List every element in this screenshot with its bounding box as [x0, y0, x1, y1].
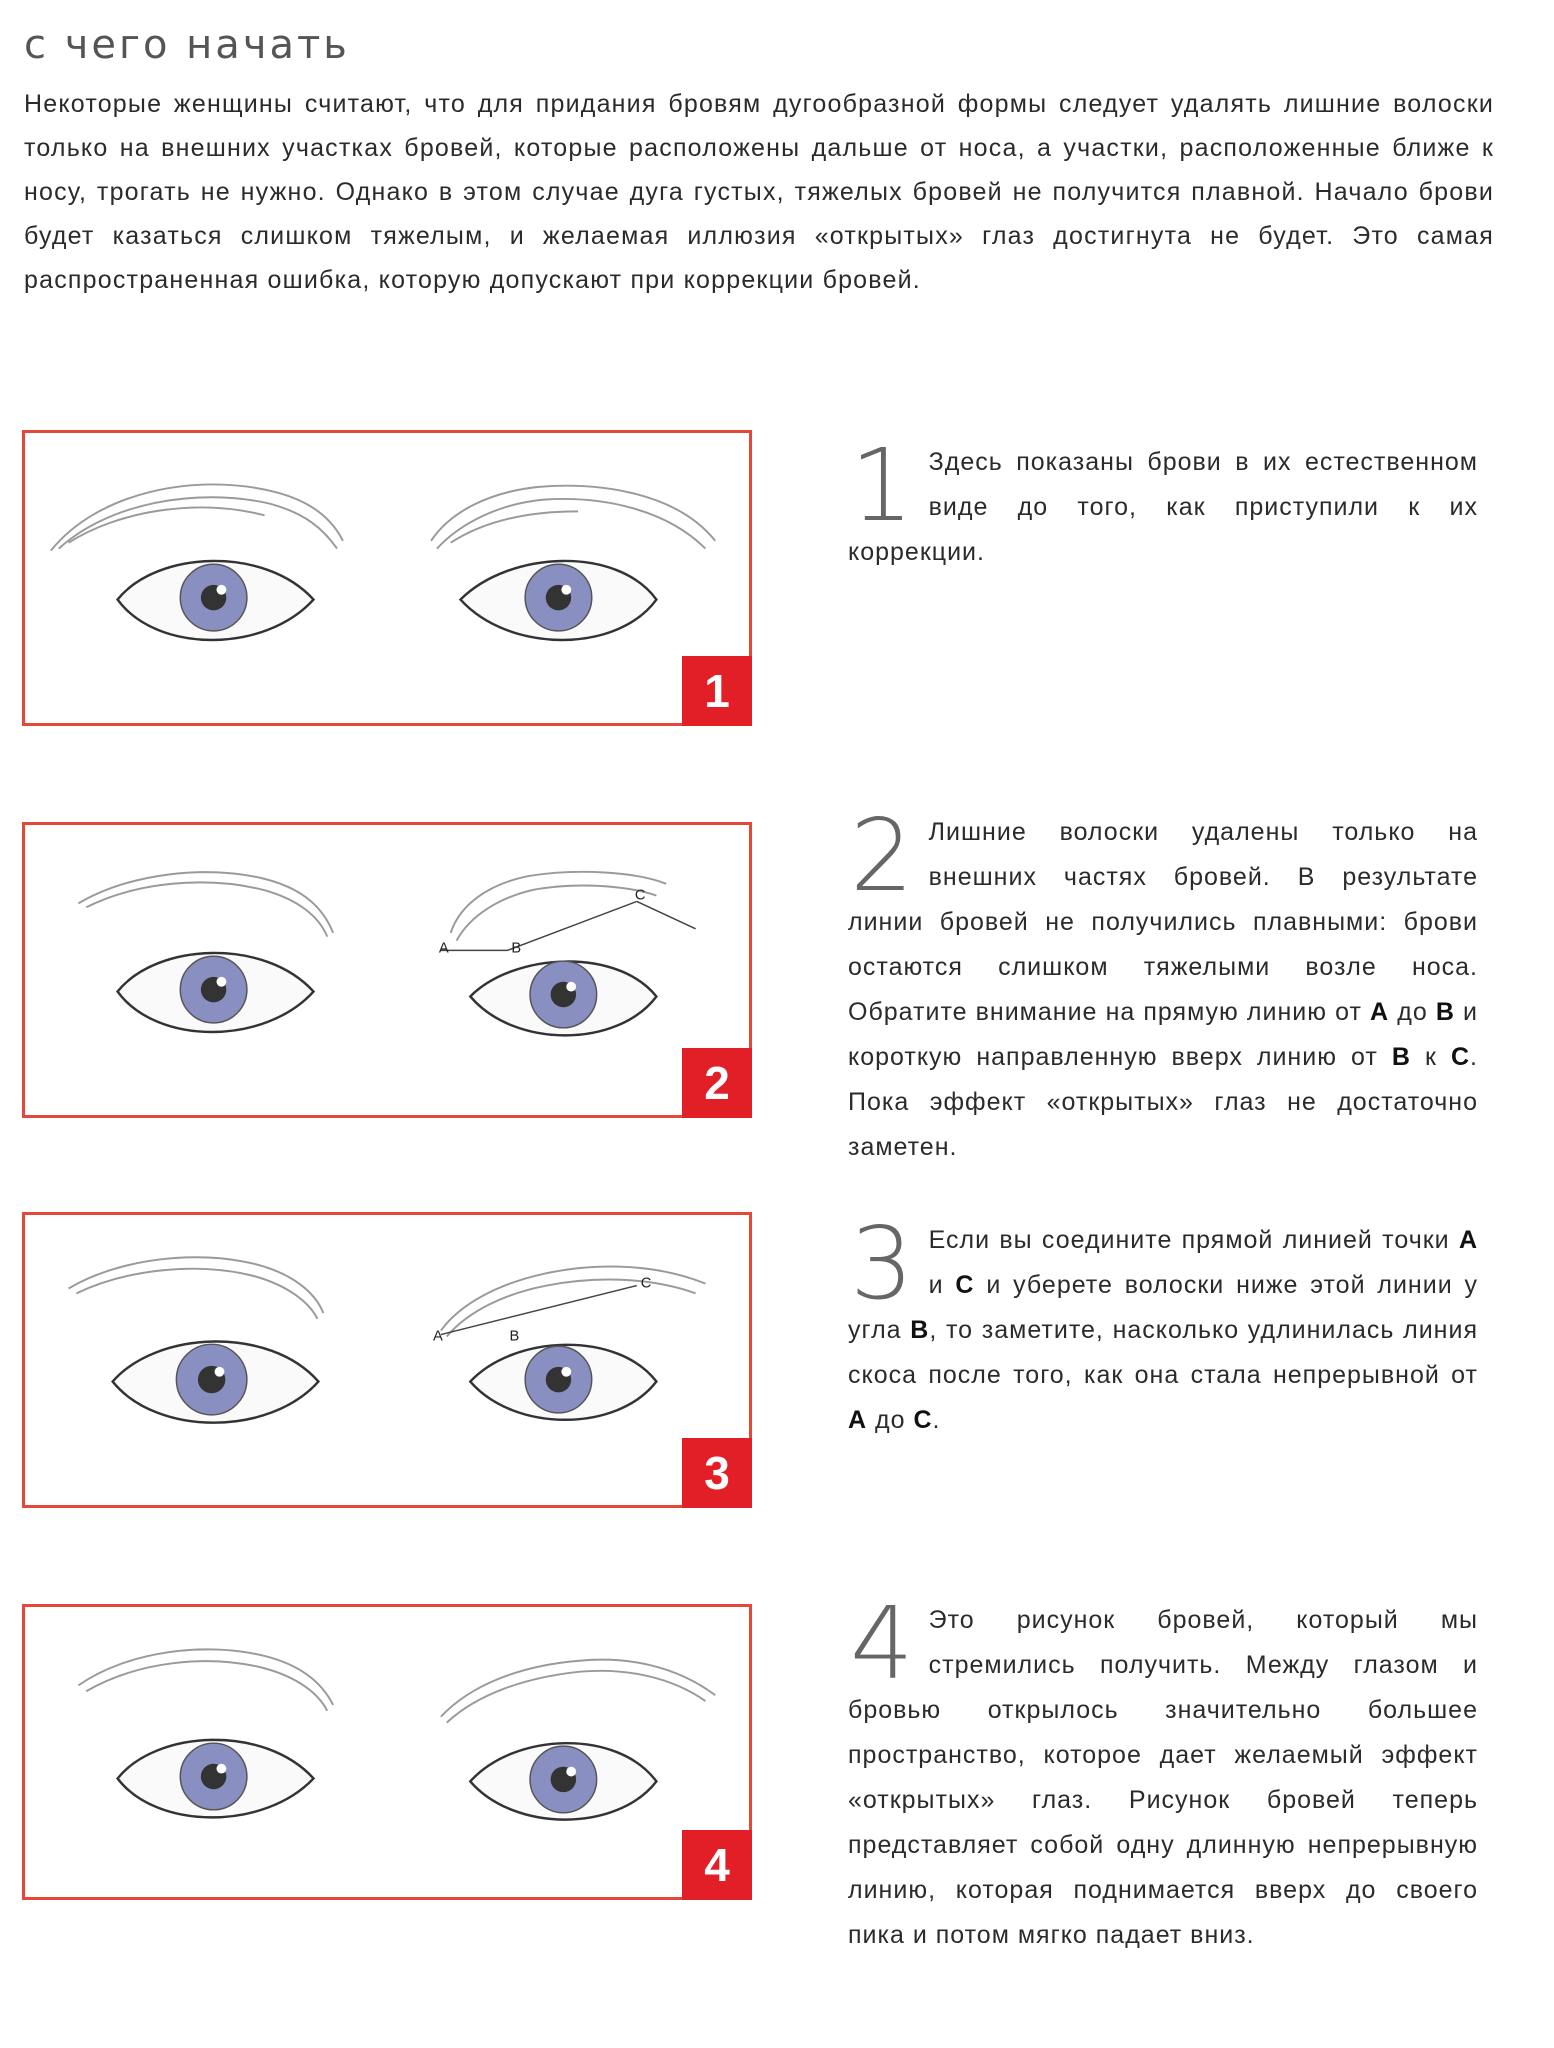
right-eye [470, 1345, 656, 1420]
step-text: . Пока эффект «открытых» глаз не достаточно заметен. [848, 1043, 1478, 1161]
step-text: , то заметите, насколько удлинилась линия скоса после того, как она стала непрерывной от [848, 1316, 1478, 1389]
ac-guide-line [441, 1286, 637, 1335]
step-text: до [1389, 998, 1436, 1026]
point-b-ref: B [910, 1316, 930, 1344]
step-text: Здесь показаны брови в их естественном виде до того, как приступили к их коррекции. [848, 448, 1478, 566]
right-eye [470, 1743, 656, 1819]
step-text: к [1410, 1043, 1451, 1071]
right-eye [470, 961, 656, 1035]
point-c-ref: C [955, 1271, 975, 1299]
point-c-label: C [634, 887, 646, 904]
step-text: Если вы соедините прямой линией точки [928, 1226, 1459, 1254]
step-number: 1 [850, 427, 915, 544]
left-eye [118, 561, 314, 640]
left-brow [78, 872, 333, 937]
illustration-panel-1 [22, 430, 752, 726]
step-3-caption [848, 1205, 1478, 1443]
illustration-panel-2 [22, 822, 752, 1118]
right-eye [460, 561, 656, 640]
left-eye [118, 953, 314, 1032]
step-number: 4 [850, 1585, 915, 1702]
panel-badge-3: 3 [682, 1438, 752, 1508]
eyes-illustration-4 [25, 1607, 749, 1897]
point-a-label: A [433, 1328, 443, 1345]
right-brow [441, 1660, 715, 1723]
abc-guide-lines [441, 901, 696, 950]
point-c-ref: C [1450, 1043, 1471, 1071]
right-brow [451, 872, 667, 941]
step-number: 2 [850, 797, 915, 914]
left-eye [113, 1341, 319, 1422]
right-brow [431, 486, 715, 549]
point-a-ref: A [1458, 1226, 1478, 1254]
point-a-label: A [438, 940, 449, 957]
illustration-panel-4 [22, 1604, 752, 1900]
left-brow [51, 484, 343, 550]
left-brow [69, 1257, 324, 1319]
step-2-caption [848, 797, 1478, 1170]
step-text: . [932, 1406, 941, 1434]
step-text: и [928, 1271, 956, 1299]
point-b-label: B [511, 940, 522, 957]
page-title: с чего начать [24, 22, 350, 68]
left-brow [78, 1649, 333, 1710]
left-eye [118, 1740, 314, 1818]
step-text: Лишние волоски удалены только на внешних частях бровей. В результате линии бровей не получились плавными: брови остаются слишком тяжелыми возле носа. Обратите внимание на прямую линию от [848, 818, 1478, 1026]
point-c-label: C [640, 1275, 652, 1292]
step-text: и короткую направленную вверх линию от [848, 998, 1478, 1071]
point-b-label: B [509, 1328, 520, 1345]
panel-badge-4: 4 [682, 1830, 752, 1900]
intro-paragraph: Некоторые женщины считают, что для придания бровям дугообразной формы следует удалять лишние волоски только на внешних участках бровей, которые расположены дальше от носа, а участки, расположенные ближе к носу, трогать не нужно. Однако в этом случае дуга густых, тяжелых бровей не получится плавной. Начало брови будет казаться слишком тяжелым, и желаемая иллюзия «открытых» глаз достигнута не будет. Это самая распространенная ошибка, которую допускают при коррекции бровей. [24, 90, 1494, 294]
illustration-panel-3 [22, 1212, 752, 1508]
step-text: и уберете волоски ниже этой линии у угла [848, 1271, 1478, 1344]
panel-badge-2: 2 [682, 1048, 752, 1118]
step-number: 3 [850, 1205, 915, 1322]
eyes-illustration-3 [25, 1215, 749, 1505]
step-text: Это рисунок бровей, который мы стремились получить. Между глазом и бровью открылось значительно большее пространство, которое дает желаемый эффект «открытых» глаз. Рисунок бровей теперь представляет собой одну длинную непрерывную линию, которая поднимается вверх до своего пика и потом мягко падает вниз. [848, 1606, 1478, 1949]
point-b-ref: B [1435, 998, 1455, 1026]
point-c-ref: C [913, 1406, 933, 1434]
step-1-caption [848, 427, 1478, 575]
eyes-illustration-2 [25, 825, 749, 1115]
point-a-ref: A [1370, 998, 1390, 1026]
point-b-ref: B [1391, 1043, 1411, 1071]
step-text: до [867, 1406, 914, 1434]
step-4-caption [848, 1585, 1478, 1958]
point-a-ref: A [848, 1406, 868, 1434]
panel-badge-1: 1 [682, 656, 752, 726]
eyes-illustration-1 [25, 433, 749, 723]
